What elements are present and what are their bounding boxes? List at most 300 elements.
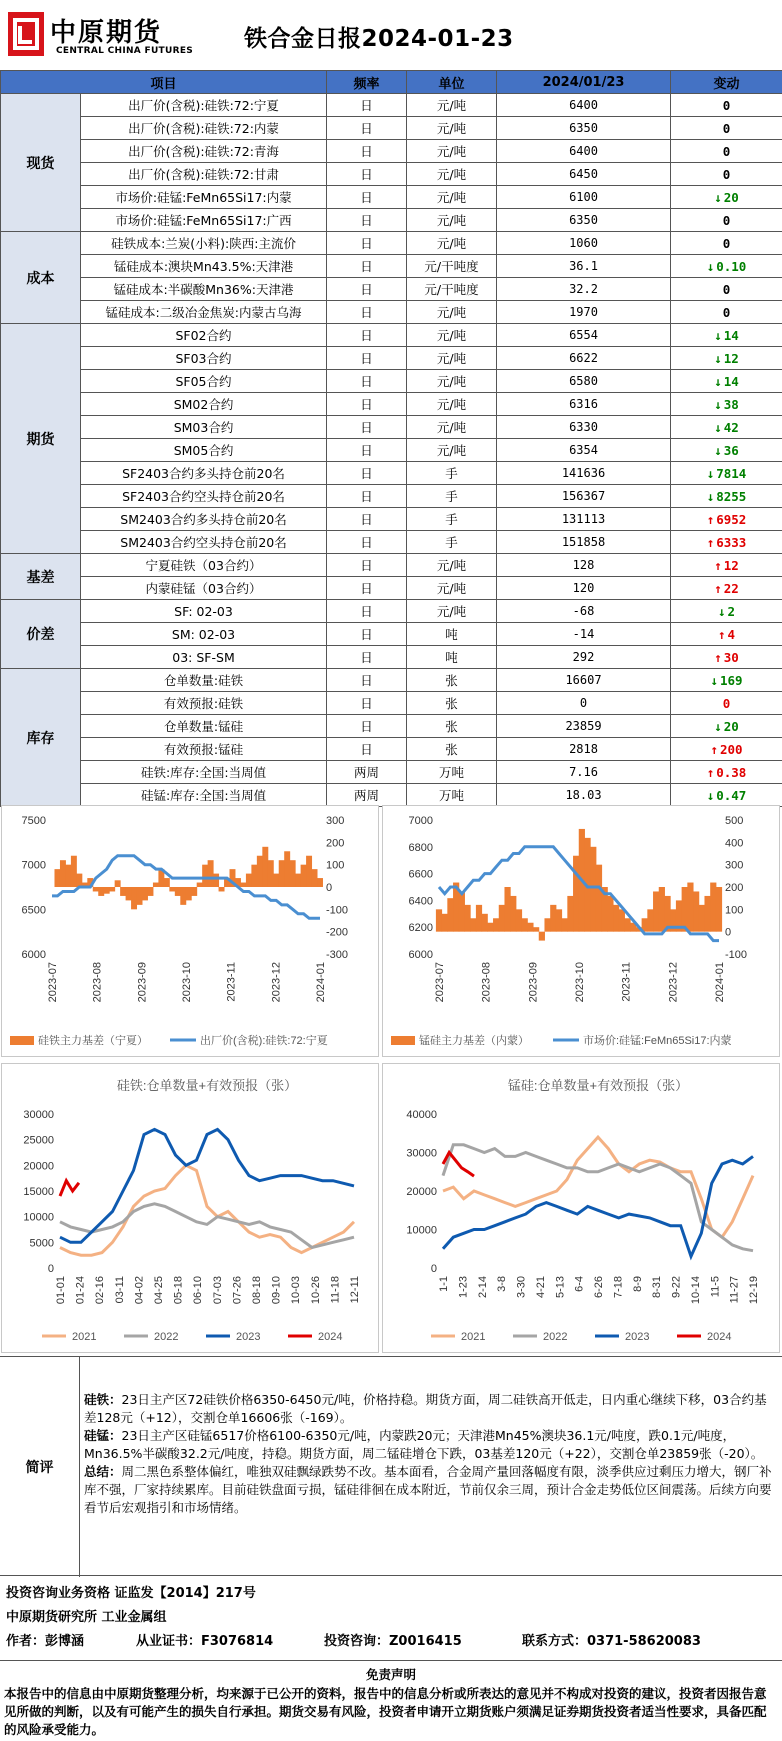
change-value: 2	[728, 604, 736, 619]
unit-cell: 元/吨	[407, 140, 497, 163]
basis-bar	[251, 865, 257, 887]
arrow-up-icon: ↑	[718, 627, 726, 642]
basis-bar	[550, 905, 556, 932]
x-tick-label: 6-26	[593, 1276, 605, 1298]
value-cell: 1060	[497, 232, 671, 255]
x-tick-label: 01-24	[75, 1276, 87, 1304]
legend-label: 2023	[236, 1331, 260, 1343]
x-tick-label: 11-18	[329, 1276, 341, 1303]
change-cell	[671, 508, 782, 531]
freq-cell: 日	[327, 278, 407, 301]
legend-label: 2021	[72, 1331, 96, 1343]
summary-body	[84, 1391, 776, 1517]
table-row	[1, 117, 782, 140]
value-cell: 2818	[497, 738, 671, 761]
x-tick-label: 8-9	[632, 1276, 644, 1292]
summary-conclusion	[84, 1463, 776, 1517]
arrow-up-icon: ↑	[714, 581, 722, 596]
x-tick-label: 9-22	[671, 1276, 683, 1298]
freq-cell: 日	[327, 347, 407, 370]
change-cell	[671, 255, 782, 278]
x-tick-label: 2023-08	[481, 962, 493, 1002]
item-cell: 有效预报:硅铁	[81, 692, 327, 715]
x-tick-label: 6-4	[574, 1276, 586, 1292]
basis-bar	[262, 847, 268, 887]
change-value: 0	[723, 98, 731, 113]
change-value: 200	[720, 742, 743, 757]
summary-sm-text: 23日主产区硅锰6517价格6100-6350元/吨，内蒙跌20元；天津港Mn45%澳块36.1元/吨度，跌0.1元/吨度，Mn36.5%半碳酸32.2元/吨度，持稳。期货方面，周二锰硅增仓下跌，03基差120元（+22），交割仓单23859张（-20）。	[84, 1428, 763, 1461]
item-cell: SM02合约	[81, 393, 327, 416]
chart-sf-basis-panel	[1, 805, 379, 1057]
change-value: 0	[723, 167, 731, 182]
chart-title: 硅铁:仓单数量+有效预报（张）	[117, 1078, 297, 1093]
basis-bar	[131, 887, 137, 909]
logo-text-en: CENTRAL CHINA FUTURES	[56, 46, 193, 56]
basis-bar	[306, 856, 312, 887]
freq-cell: 日	[327, 531, 407, 554]
x-tick-label: 09-10	[271, 1276, 283, 1304]
value-cell: 32.2	[497, 278, 671, 301]
basis-bar	[137, 887, 143, 905]
freq-cell: 日	[327, 439, 407, 462]
unit-cell: 元/吨	[407, 393, 497, 416]
col-header-change: 变动	[671, 71, 782, 94]
change-cell	[671, 738, 782, 761]
item-cell: 出厂价(含税):硅铁:72:青海	[81, 140, 327, 163]
legend-label: 2024	[318, 1331, 342, 1343]
y-tick-label: 10000	[406, 1225, 437, 1237]
category-cell: 库存	[1, 669, 81, 807]
y-right-tick-label: -200	[326, 927, 348, 939]
basis-bar	[607, 896, 613, 932]
table-row	[1, 554, 782, 577]
value-cell: 6580	[497, 370, 671, 393]
x-tick-label: 2024-01	[315, 962, 327, 1002]
change-cell	[671, 140, 782, 163]
y-tick-label: 0	[431, 1263, 437, 1275]
basis-bar	[487, 923, 493, 932]
freq-cell: 日	[327, 186, 407, 209]
basis-bar	[624, 918, 630, 931]
item-cell: SM: 02-03	[81, 623, 327, 646]
change-value: 14	[724, 328, 739, 343]
change-cell	[671, 324, 782, 347]
basis-bar	[126, 887, 132, 900]
unit-cell: 手	[407, 485, 497, 508]
freq-cell: 两周	[327, 761, 407, 784]
summary-sf-head: 硅铁：	[84, 1392, 122, 1407]
basis-bar	[619, 909, 625, 931]
y-right-tick-label: 0	[326, 882, 332, 894]
arrow-down-icon: ↓	[718, 604, 726, 619]
basis-bar	[522, 918, 528, 931]
x-tick-label: 1-1	[438, 1276, 450, 1292]
license-line: 投资咨询业务资格 证监发【2014】217号	[6, 1582, 256, 1601]
table-row	[1, 600, 782, 623]
change-value: 0	[723, 696, 731, 711]
y-right-tick-label: -300	[326, 949, 348, 961]
y-left-tick-label: 6800	[409, 842, 433, 854]
col-header-freq: 频率	[327, 71, 407, 94]
table-row	[1, 232, 782, 255]
freq-cell: 日	[327, 577, 407, 600]
change-cell	[671, 623, 782, 646]
x-tick-label: 12-11	[349, 1276, 361, 1303]
unit-cell: 元/吨	[407, 186, 497, 209]
basis-bar	[464, 905, 470, 932]
value-cell: 6400	[497, 140, 671, 163]
basis-bar	[556, 909, 562, 931]
table-row	[1, 140, 782, 163]
unit-cell: 元/吨	[407, 577, 497, 600]
freq-cell: 日	[327, 508, 407, 531]
table-row	[1, 324, 782, 347]
unit-cell: 元/吨	[407, 439, 497, 462]
series-line-2024	[60, 1181, 79, 1196]
legend-label: 2022	[154, 1331, 178, 1343]
x-tick-label: 2023-10	[181, 962, 193, 1002]
table-row	[1, 784, 782, 807]
freq-cell: 日	[327, 209, 407, 232]
basis-bar	[76, 874, 82, 887]
change-cell	[671, 577, 782, 600]
basis-bar	[104, 887, 110, 894]
y-left-tick-label: 6000	[409, 949, 433, 961]
item-cell: 市场价:硅锰:FeMn65Si17:内蒙	[81, 186, 327, 209]
change-value: 7814	[716, 466, 746, 481]
x-tick-label: 2023-11	[226, 962, 238, 1002]
col-header-unit: 单位	[407, 71, 497, 94]
basis-bar	[710, 883, 716, 932]
table-row	[1, 301, 782, 324]
table-row	[1, 531, 782, 554]
change-cell	[671, 393, 782, 416]
y-tick-label: 20000	[406, 1186, 437, 1198]
summary-label: 简评	[0, 1357, 80, 1577]
unit-cell: 元/吨	[407, 554, 497, 577]
item-cell: SF03合约	[81, 347, 327, 370]
item-cell: 仓单数量:锰硅	[81, 715, 327, 738]
basis-bar	[436, 909, 442, 931]
table-row	[1, 669, 782, 692]
basis-bar	[470, 918, 476, 931]
freq-cell: 日	[327, 416, 407, 439]
x-tick-label: 2023-09	[527, 962, 539, 1002]
y-left-tick-label: 6500	[22, 904, 46, 916]
y-left-tick-label: 7500	[22, 815, 46, 827]
y-left-tick-label: 6400	[409, 895, 433, 907]
basis-bar	[147, 887, 153, 896]
basis-bar	[279, 860, 285, 887]
value-cell: 6554	[497, 324, 671, 347]
unit-cell: 万吨	[407, 761, 497, 784]
chart-sm-warrants-panel	[382, 1063, 780, 1353]
value-cell: 7.16	[497, 761, 671, 784]
basis-bar	[504, 887, 510, 932]
freq-cell: 日	[327, 462, 407, 485]
value-cell: 128	[497, 554, 671, 577]
disclaimer-title: 免责声明	[0, 1665, 782, 1683]
report-header	[0, 0, 782, 68]
data-table	[0, 70, 782, 807]
basis-bar	[653, 891, 659, 931]
basis-bar	[65, 865, 71, 887]
table-row	[1, 393, 782, 416]
legend-swatch-area	[391, 1036, 415, 1045]
basis-bar	[682, 887, 688, 932]
x-tick-label: 7-18	[612, 1276, 624, 1298]
x-tick-label: 01-01	[55, 1276, 67, 1304]
item-cell: 市场价:硅锰:FeMn65Si17:广西	[81, 209, 327, 232]
basis-bar	[562, 918, 568, 931]
basis-bar	[284, 851, 290, 887]
x-tick-label: 2023-10	[574, 962, 586, 1002]
y-tick-label: 40000	[406, 1109, 437, 1121]
basis-bar	[301, 865, 307, 887]
y-left-tick-label: 6000	[22, 949, 46, 961]
table-row	[1, 94, 782, 117]
freq-cell: 日	[327, 485, 407, 508]
freq-cell: 日	[327, 370, 407, 393]
summary-sm-head: 硅锰：	[84, 1428, 122, 1443]
item-cell: SF05合约	[81, 370, 327, 393]
change-cell	[671, 232, 782, 255]
basis-bar	[273, 874, 279, 887]
change-cell	[671, 94, 782, 117]
summary-sm	[84, 1427, 776, 1463]
freq-cell: 日	[327, 140, 407, 163]
x-tick-label: 04-25	[153, 1276, 165, 1304]
change-value: 0	[723, 213, 731, 228]
item-cell: 内蒙硅锰（03合约）	[81, 577, 327, 600]
arrow-down-icon: ↓	[710, 673, 718, 688]
item-cell: 硅铁成本:兰炭(小料):陕西:主流价	[81, 232, 327, 255]
change-cell	[671, 347, 782, 370]
change-value: 12	[724, 351, 739, 366]
x-tick-label: 3-8	[496, 1276, 508, 1292]
arrow-down-icon: ↓	[714, 443, 722, 458]
x-tick-label: 3-30	[516, 1276, 528, 1298]
table-row	[1, 462, 782, 485]
basis-bar	[442, 914, 448, 932]
basis-bar	[60, 860, 66, 887]
x-tick-label: 10-14	[690, 1276, 702, 1304]
arrow-up-icon: ↑	[707, 535, 715, 550]
value-cell: 141636	[497, 462, 671, 485]
change-value: 30	[724, 650, 739, 665]
freq-cell: 日	[327, 623, 407, 646]
series-line-2022	[60, 1204, 354, 1248]
change-value: 20	[724, 719, 739, 734]
value-cell: 151858	[497, 531, 671, 554]
x-tick-label: 2023-09	[136, 962, 148, 1002]
item-cell: SM2403合约空头持仓前20名	[81, 531, 327, 554]
basis-bar	[219, 887, 225, 891]
value-cell: -68	[497, 600, 671, 623]
x-tick-label: 2024-01	[714, 962, 726, 1002]
change-cell	[671, 301, 782, 324]
charts-area	[0, 805, 782, 1354]
cert-number: 从业证书：F3076814	[136, 1630, 273, 1649]
basis-bar	[704, 896, 710, 932]
arrow-down-icon: ↓	[714, 397, 722, 412]
y-tick-label: 30000	[406, 1148, 437, 1160]
y-tick-label: 30000	[23, 1109, 54, 1121]
unit-cell: 元/吨	[407, 163, 497, 186]
change-cell	[671, 278, 782, 301]
x-tick-label: 2023-11	[621, 962, 633, 1002]
value-cell: 6450	[497, 163, 671, 186]
legend-label: 硅铁主力基差（宁夏）	[38, 1033, 148, 1047]
change-cell	[671, 692, 782, 715]
item-cell: 硅锰:库存:全国:当周值	[81, 784, 327, 807]
institute-line: 中原期货研究所 工业金属组	[6, 1606, 167, 1625]
change-value: 42	[724, 420, 739, 435]
summary-section	[0, 1356, 782, 1576]
x-tick-label: 07-26	[231, 1276, 243, 1304]
table-row	[1, 347, 782, 370]
arrow-down-icon: ↓	[714, 351, 722, 366]
item-cell: 出厂价(含税):硅铁:72:甘肃	[81, 163, 327, 186]
item-cell: 硅铁:库存:全国:当周值	[81, 761, 327, 784]
arrow-up-icon: ↑	[714, 650, 722, 665]
chart-sm-basis	[383, 806, 779, 1056]
value-cell: 131113	[497, 508, 671, 531]
chart-sf-warrants-panel	[1, 1063, 379, 1353]
legend-label: 2023	[625, 1331, 649, 1343]
change-cell	[671, 163, 782, 186]
table-row	[1, 370, 782, 393]
change-cell	[671, 554, 782, 577]
x-tick-label: 10-26	[310, 1276, 322, 1304]
freq-cell: 日	[327, 554, 407, 577]
unit-cell: 万吨	[407, 784, 497, 807]
legend-label: 2022	[543, 1331, 567, 1343]
change-cell	[671, 600, 782, 623]
basis-bar	[312, 869, 318, 887]
change-value: 0.10	[716, 259, 746, 274]
value-cell: 6350	[497, 117, 671, 140]
freq-cell: 日	[327, 232, 407, 255]
basis-bar	[180, 887, 186, 905]
legend-label: 市场价:硅锰:FeMn65Si17:内蒙	[583, 1033, 732, 1047]
change-value: 8255	[716, 489, 746, 504]
change-value: 0	[723, 282, 731, 297]
category-cell: 成本	[1, 232, 81, 324]
change-value: 20	[724, 190, 739, 205]
summary-conclusion-head: 总结：	[84, 1464, 122, 1479]
basis-bar	[596, 865, 602, 932]
arrow-up-icon: ↑	[707, 765, 715, 780]
basis-bar	[109, 887, 115, 891]
y-right-tick-label: 0	[725, 927, 731, 939]
chart-sm-basis-panel	[382, 805, 780, 1057]
table-row	[1, 738, 782, 761]
freq-cell: 日	[327, 163, 407, 186]
value-cell: 6354	[497, 439, 671, 462]
freq-cell: 日	[327, 646, 407, 669]
change-cell	[671, 784, 782, 807]
x-tick-label: 5-13	[554, 1276, 566, 1298]
change-cell	[671, 715, 782, 738]
x-tick-label: 2023-07	[47, 962, 59, 1002]
basis-bar	[54, 869, 60, 887]
page-title: 铁合金日报2024-01-23	[244, 20, 514, 53]
table-header-row	[1, 71, 782, 94]
x-tick-label: 4-21	[535, 1276, 547, 1298]
item-cell: SF2403合约空头持仓前20名	[81, 485, 327, 508]
unit-cell: 元/干吨度	[407, 278, 497, 301]
table-row	[1, 439, 782, 462]
x-tick-label: 2-14	[477, 1276, 489, 1298]
change-value: 0.38	[716, 765, 746, 780]
change-cell	[671, 117, 782, 140]
table-row	[1, 623, 782, 646]
basis-bar	[716, 887, 722, 932]
unit-cell: 元/吨	[407, 209, 497, 232]
basis-bar	[659, 887, 665, 932]
x-tick-label: 08-18	[251, 1276, 263, 1304]
legend-label: 出厂价(含税):硅铁:72:宁夏	[200, 1033, 328, 1047]
basis-bar	[142, 887, 148, 900]
x-tick-label: 04-02	[133, 1276, 145, 1304]
unit-cell: 张	[407, 738, 497, 761]
change-value: 36	[724, 443, 739, 458]
y-right-tick-label: 200	[725, 882, 743, 894]
item-cell: SF02合约	[81, 324, 327, 347]
table-row	[1, 255, 782, 278]
change-value: 6952	[716, 512, 746, 527]
x-tick-label: 8-31	[651, 1276, 663, 1298]
category-cell: 基差	[1, 554, 81, 600]
value-cell: 292	[497, 646, 671, 669]
arrow-down-icon: ↓	[707, 489, 715, 504]
category-cell: 现货	[1, 94, 81, 232]
basis-bar	[482, 914, 488, 932]
y-right-tick-label: 200	[326, 837, 344, 849]
unit-cell: 元/吨	[407, 370, 497, 393]
unit-cell: 手	[407, 508, 497, 531]
table-row	[1, 508, 782, 531]
table-row	[1, 416, 782, 439]
change-cell	[671, 485, 782, 508]
table-row	[1, 209, 782, 232]
freq-cell: 日	[327, 393, 407, 416]
change-value: 12	[724, 558, 739, 573]
summary-conclusion-text: 周二黑色系整体偏红，唯独双硅飘绿跌势不改。基本面看，合金周产量回落幅度有限，淡季供应过剩压力增大，钢厂补库不强，厂家持续累库。目前硅铁盘面亏损，锰硅徘徊在成本附近，节前仅余三周，预计合金走势低位区间震荡。后续方向要看节后宏观指引和市场情绪。	[84, 1464, 772, 1515]
x-tick-label: 11-5	[709, 1276, 721, 1297]
unit-cell: 元/吨	[407, 347, 497, 370]
change-value: 6333	[716, 535, 746, 550]
y-right-tick-label: 300	[326, 815, 344, 827]
table-row	[1, 163, 782, 186]
item-cell: 锰硅成本:二级冶金焦炭:内蒙古乌海	[81, 301, 327, 324]
basis-bar	[197, 883, 203, 887]
change-value: 14	[724, 374, 739, 389]
y-left-tick-label: 7000	[409, 815, 433, 827]
basis-bar	[71, 856, 77, 887]
change-cell	[671, 416, 782, 439]
chart-sf-basis	[2, 806, 378, 1056]
basis-bar	[164, 878, 170, 887]
change-value: 0	[723, 144, 731, 159]
unit-cell: 张	[407, 669, 497, 692]
freq-cell: 日	[327, 255, 407, 278]
value-cell: 6330	[497, 416, 671, 439]
y-right-tick-label: 100	[725, 904, 743, 916]
unit-cell: 吨	[407, 623, 497, 646]
item-cell: 锰硅成本:澳块Mn43.5%:天津港	[81, 255, 327, 278]
